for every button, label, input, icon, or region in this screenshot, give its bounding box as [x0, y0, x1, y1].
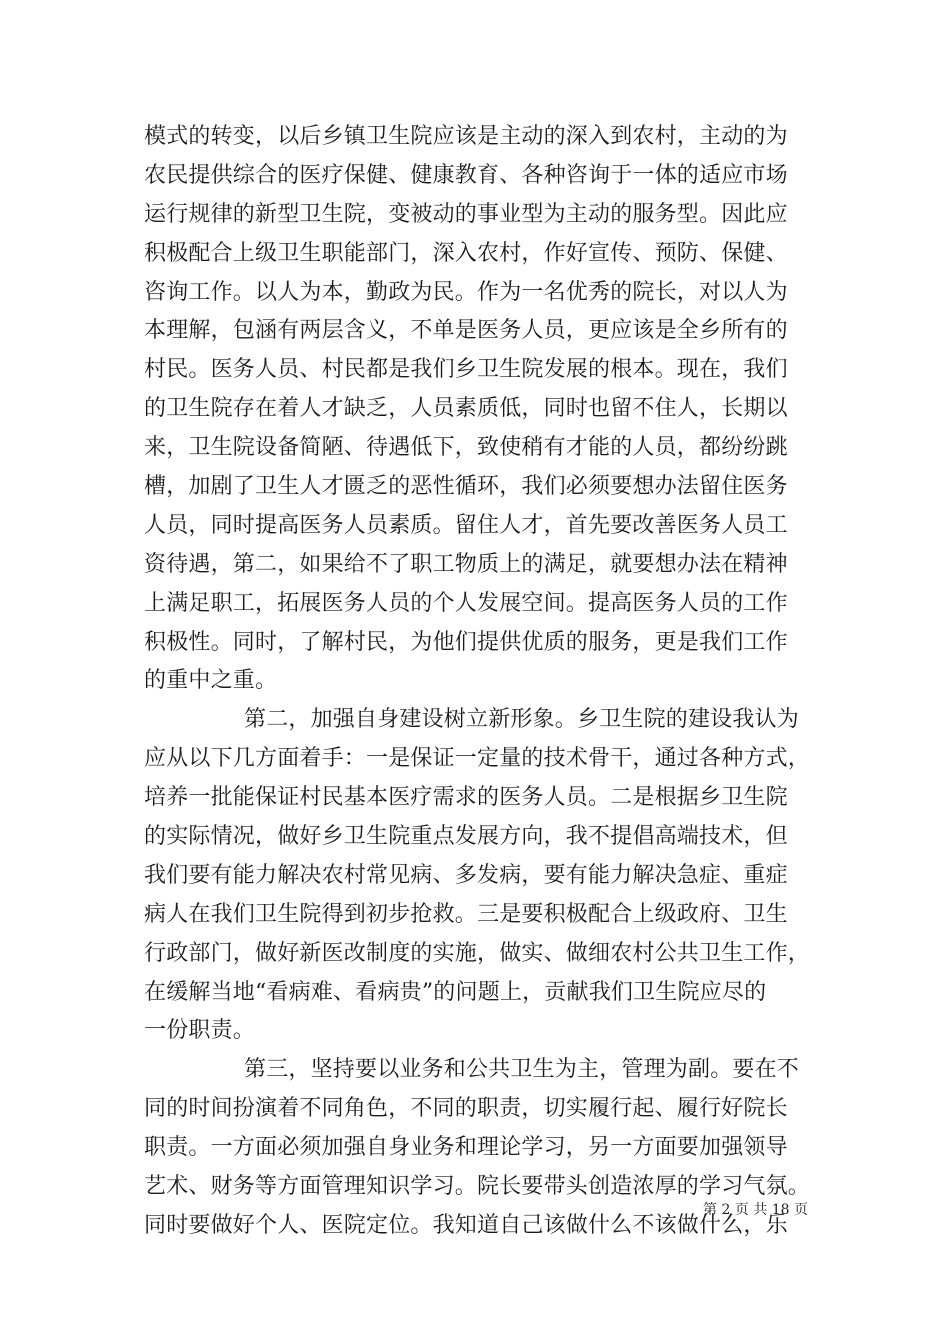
text-line: 在缓解当地“看病难、看病贵”的问题上，贡献我们卫生院应尽的 [144, 979, 767, 1005]
text-line: 槽，加剧了卫生人才匮乏的恶性循环，我们必须要想办法留住医务 [144, 474, 788, 500]
text-line: 模式的转变，以后乡镇卫生院应该是主动的深入到农村，主动的为 [144, 124, 788, 149]
text-line: 病人在我们卫生院得到初步抢救。三是要积极配合上级政府、卫生 [144, 901, 788, 927]
text-line: 职责。一方面必须加强自身业务和理论学习，另一方面要加强领导 [144, 1135, 788, 1161]
text-line: 一份职责。 [144, 1018, 256, 1044]
text-line: 资待遇，第二，如果给不了职工物质上的满足，就要想办法在精神 [144, 551, 788, 577]
text-line: 积极性。同时，了解村民，为他们提供优质的服务，更是我们工作 [144, 629, 788, 655]
text-line: 咨询工作。以人为本，勤政为民。作为一名优秀的院长，对以人为 [144, 279, 788, 305]
text-line: 的重中之重。 [144, 668, 278, 694]
text-line: 培养一批能保证村民基本医疗需求的医务人员。二是根据乡卫生院 [144, 785, 788, 811]
text-line: 本理解，包涵有两层含义，不单是医务人员，更应该是全乡所有的 [144, 318, 788, 344]
text-line: 同时要做好个人、医院定位。我知道自己该做什么不该做什么，乐 [144, 1212, 788, 1238]
text-line: 的卫生院存在着人才缺乏，人员素质低，同时也留不住人，长期以 [144, 396, 788, 422]
paragraph-first-line: 第二，加强自身建设树立新形象。乡卫生院的建设我认为 [244, 707, 800, 733]
text-line: 应从以下几方面着手：一是保证一定量的技术骨干，通过各种方式， [144, 746, 811, 772]
text-line: 运行规律的新型卫生院，变被动的事业型为主动的服务型。因此应 [144, 201, 788, 227]
paragraph-first-line: 第三，坚持要以业务和公共卫生为主，管理为副。要在不 [244, 1057, 800, 1083]
text-line: 人员，同时提高医务人员素质。留住人才，首先要改善医务人员工 [144, 512, 788, 538]
text-line: 来，卫生院设备简陋、待遇低下，致使稍有才能的人员，都纷纷跳 [144, 435, 788, 461]
text-line: 农民提供综合的医疗保健、健康教育、各种咨询于一体的适应市场 [144, 162, 788, 188]
page-number-footer: 第 2 页 共 18 页 [703, 1202, 808, 1218]
text-line: 艺术、财务等方面管理知识学习。院长要带头创造浓厚的学习气氛。 [144, 1174, 811, 1200]
text-line: 村民。医务人员、村民都是我们乡卫生院发展的根本。现在，我们 [144, 357, 788, 383]
body-text [144, 118, 811, 1246]
text-line: 的实际情况，做好乡卫生院重点发展方向，我不提倡高端技术，但 [144, 824, 788, 850]
text-line: 积极配合上级卫生职能部门，深入农村，作好宣传、预防、保健、 [144, 240, 788, 266]
text-line: 我们要有能力解决农村常见病、多发病，要有能力解决急症、重症 [144, 862, 788, 888]
text-line: 同的时间扮演着不同角色，不同的职责，切实履行起、履行好院长 [144, 1096, 788, 1122]
text-line: 行政部门，做好新医改制度的实施，做实、做细农村公共卫生工作， [144, 940, 811, 966]
text-line: 上满足职工，拓展医务人员的个人发展空间。提高医务人员的工作 [144, 590, 788, 616]
